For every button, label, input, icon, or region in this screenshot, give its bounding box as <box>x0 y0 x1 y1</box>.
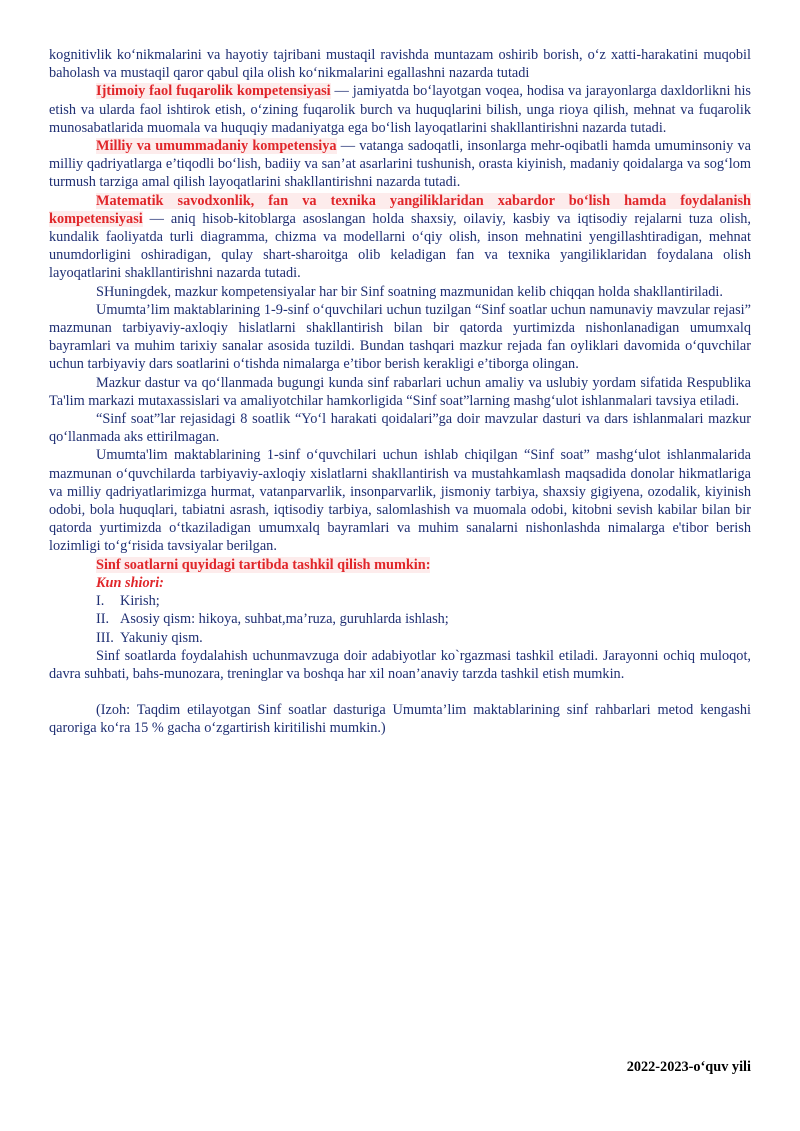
paragraph-program-manual: Mazkur dastur va qo‘llanmada bugungi kunda sinf rabarlari uchun amaliy va uslubiy yordam sifatida Respublika Ta'lim markazi mutaxassislari va amaliyotchilar hamkorligida “Sinf soat”larning mashg‘ulot ishlanmalari tavsiya etiladi. <box>49 374 751 409</box>
document-body <box>49 46 751 738</box>
paragraph-math-competence <box>49 192 751 283</box>
section-heading: Sinf soatlarni quyidagi tartibda tashkil qilish mumkin: <box>96 556 431 573</box>
paragraph-first-grade: Umumta'lim maktablarining 1-sinf o‘quvchilari uchun ishlab chiqilgan “Sinf soat” mashg‘ulot ishlanmalarida mazmunan o‘quvchilarda tarbiyaviy-axloqiy xislatlarni shakllantirish va mustahkamlash maqsadida donolar hikmatlariga va milliy qadriyatlarimizga hurmat, vatanparvarlik, insonparvarlik, jismoniy tarbiya, shaxsiy gigiyena, ozodalik, kiyinish odobi, bola huquqlari, tabiatni asrash, iqtisodiy tarbiya, salomlashish va muomala odobi, kitobni sevish kabilar bilan bir qatorda yurtimizda o‘tkaziladigan umumxalq bayramlari va muhim sanalarni nishonlashda nimalarga e'tibor berish lozimligi to‘g‘risida tavsiyalar berilgan. <box>49 447 751 555</box>
list-item-text: Asosiy qism: hikoya, suhbat,ma’ruza, guruhlarda ishlash; <box>120 611 449 628</box>
cultural-competence-title: Milliy va umummadaniy kompetensiya <box>96 138 337 155</box>
cultural-competence-text: — vatanga sadoqatli, insonlarga mehr-oqibatli hamda umuminsoniy va milliy qadriyatlarga e’tiqodli bo‘lish, badiiy va san’at asarlarini tushunish, orasta kiyinish, madaniy qoidalarga va sog‘lom turmush tarziga amal qilish layoqatlarini shakllantirishni nazarda tutadi. <box>49 138 751 191</box>
paragraph-civic-competence <box>49 82 751 137</box>
day-motto-label: Kun shiori: <box>96 574 164 591</box>
civic-competence-title: Ijtimoiy faol fuqarolik kompetensiyasi <box>96 83 331 100</box>
academic-year-footer: 2022-2023-o‘quv yili <box>626 1059 751 1075</box>
paragraph-note: (Izoh: Taqdim etilayotgan Sinf soatlar dasturiga Umumta’lim maktablarining sinf rahbarlari metod kengashi qaroriga ko‘ra 15 % gacha o‘zgartirish kiritilishi mumkin.) <box>49 702 751 737</box>
paragraph-intro: kognitivlik ko‘nikmalarini va hayotiy tajribani mustaqil ravishda muntazam oshirib borish, o‘z xatti-harakatini muqobil baholash va mustaqil qaror qabul qila olish ko‘nikmalarini egallashni nazarda tutadi <box>49 47 751 82</box>
math-competence-text: — aniq hisob-kitoblarga asoslangan holda shaxsiy, oilaviy, kasbiy va iqtisodiy rejalarni tuza olish, kundalik faoliyatda turli diagramma, chizma va modellarni o‘qiy olish, inson mehnatini yengillashtiradigan, mehnat unumdorligini oshiradigan, qulay shart-sharoitga olib keladigan fan va texnika yangiliklaridan foydalana olish layoqatlarini shakllantirishni nazarda tutadi. <box>49 210 751 282</box>
paragraph-literature-exhibit: Sinf soatlarda foydalahish uchunmavzuga doir adabiyotlar ko`rgazmasi tashkil etiladi. Jarayonni ochiq muloqot, davra suhbati, bahs-munozara, treninglar va boshqa har xil noan’anaviy tarzda tashkil etish mumkin. <box>49 647 751 682</box>
list-item <box>96 610 751 628</box>
spacer <box>49 683 751 701</box>
list-item <box>96 629 751 647</box>
math-competence-title: Matematik savodxonlik, fan va texnika yangiliklaridan xabardor bo‘lish hamda foydalanish kompetensiyasi <box>49 192 751 227</box>
list-item <box>96 592 751 610</box>
list-item-number: I. <box>96 593 105 610</box>
paragraph-traffic-rules: “Sinf soat”lar rejasidagi 8 soatlik “Yo‘l harakati qoidalari”ga doir mavzular dasturi va dars ishlanmalari mazkur qo‘llanmada aks ettirilmagan. <box>49 411 751 446</box>
list-item-text: Kirish; <box>120 593 160 610</box>
list-item-number: II. <box>96 611 110 628</box>
list-item-number: III. <box>96 629 114 646</box>
paragraph-thematic-plan: Umumta’lim maktablarining 1-9-sinf o‘quvchilari uchun tuzilgan “Sinf soatlar uchun namunaviy mavzular rejasi” mazmunan tarbiyaviy-axloqiy hislatlarni shakllantirish bilan bir qatorda yurtimizda nishonlanadigan umumxalq bayramlari va muhim tarixiy sanalar asosida tuzildi. Bundan tashqari mazkur rejada fan oyliklari davomida o‘quvchilar uchun tarbiyaviy dars soatlarini o‘tishda nimalarga e’tibor berish kerakligi e’tiborga olingan. <box>49 301 751 373</box>
paragraph-cultural-competence <box>49 137 751 192</box>
civic-competence-text: — jamiyatda bo‘layotgan voqea, hodisa va jarayonlarga daxldorlikni his etish va ularda faol ishtirok etish, o‘zining fuqarolik burch va huquqlarini bilish, unga rioya qilish, mehnat va fuqarolik munosabatlarida muomala va huquqiy madaniyatga ega bo‘lish layoqatlarini shakllantirishni nazarda tutadi. <box>49 83 751 136</box>
list-item-text: Yakuniy qism. <box>120 629 203 646</box>
paragraph-competence-summary: SHuningdek, mazkur kompetensiyalar har bir Sinf soatning mazmunidan kelib chiqqan holda shakllantiriladi. <box>96 283 723 300</box>
